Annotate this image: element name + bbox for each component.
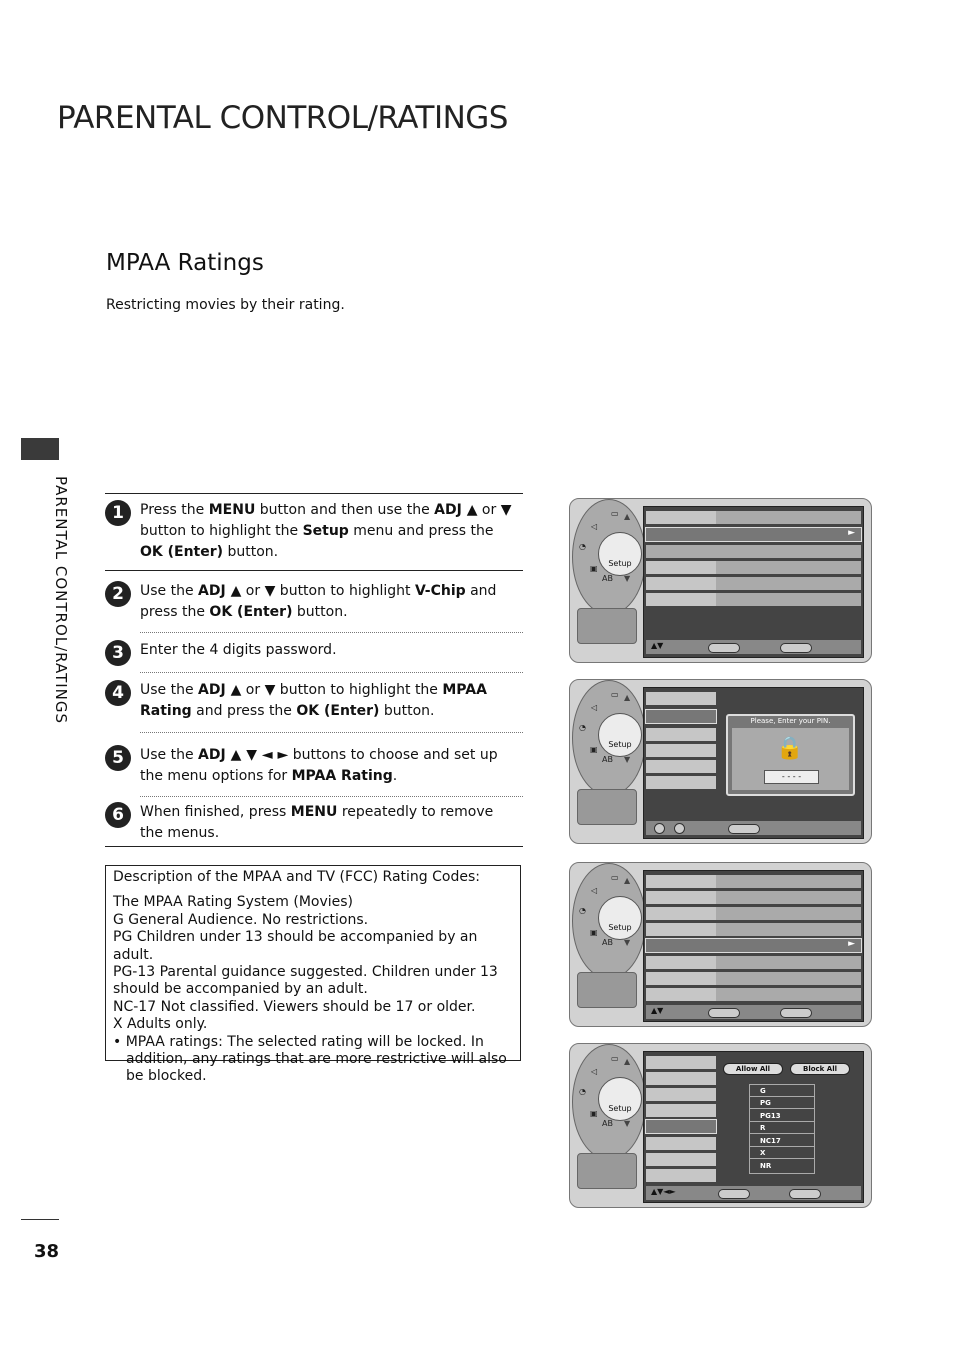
- step-text: When finished, press MENU repeatedly to remove the menus.: [140, 804, 494, 841]
- steps-list: [105, 493, 523, 847]
- menu-row-selected[interactable]: [646, 939, 861, 952]
- menu-row[interactable]: [646, 577, 861, 590]
- picture-icon: ▭: [611, 509, 619, 518]
- pill-button[interactable]: [780, 1008, 812, 1018]
- step-number: 3: [105, 640, 131, 666]
- ab-label: AB: [602, 938, 613, 947]
- down-arrow-icon: ▼: [624, 1119, 631, 1128]
- nav-hint: ▲▼: [651, 641, 664, 650]
- ab-label: AB: [602, 1119, 613, 1128]
- down-arrow-icon: ▼: [624, 755, 631, 764]
- audio-icon: ◁: [591, 522, 598, 531]
- menu-row[interactable]: [646, 728, 716, 741]
- menu-row[interactable]: [646, 907, 861, 920]
- side-section-label: PARENTAL CONTROL/RATINGS: [52, 476, 70, 725]
- divider: [105, 493, 523, 494]
- rating-list: [749, 1084, 815, 1174]
- option-icon: ▣: [590, 745, 598, 754]
- nav-hint: ▲▼◄►: [651, 1187, 676, 1196]
- menu-row[interactable]: [646, 545, 861, 558]
- menu-row[interactable]: [646, 1056, 716, 1069]
- setup-icon[interactable]: Setup: [598, 896, 642, 940]
- menu-row[interactable]: [646, 1104, 716, 1117]
- menu-row[interactable]: [646, 891, 861, 904]
- time-icon: ◔: [579, 906, 586, 915]
- option-icon: ▣: [590, 1109, 598, 1118]
- menu-row[interactable]: [646, 511, 861, 524]
- osd-status-bar: [646, 640, 861, 654]
- time-icon: ◔: [579, 542, 586, 551]
- menu-row-selected[interactable]: [646, 528, 861, 541]
- step-text: Use the ADJ ▲ or ▼ button to highlight the MPAA Rating and press the OK (Enter) button.: [140, 682, 487, 719]
- codes-heading: Description of the MPAA and TV (FCC) Rating Codes:: [113, 869, 480, 885]
- rating-code-item: PG Children under 13 should be accompanied by an adult.: [113, 929, 478, 963]
- step-text: Use the ADJ ▲ ▼ ◄ ► buttons to choose and set up the menu options for MPAA Rating.: [140, 747, 498, 784]
- step-text: Use the ADJ ▲ or ▼ button to highlight V-Chip and press the OK (Enter) button.: [140, 583, 497, 620]
- osd-status-bar: [646, 1186, 861, 1200]
- menu-row[interactable]: [646, 1072, 716, 1085]
- menu-wheel: [572, 863, 646, 979]
- pill-button[interactable]: [780, 643, 812, 653]
- menu-row[interactable]: [646, 760, 716, 773]
- osd-screen: [643, 506, 864, 658]
- rating-option[interactable]: R: [750, 1122, 814, 1134]
- rating-option[interactable]: NC17: [750, 1135, 814, 1147]
- nav-hint: ▲▼: [651, 1006, 664, 1015]
- pin-dialog: [726, 714, 855, 796]
- allow-all-button[interactable]: Allow All: [723, 1063, 783, 1075]
- divider: [140, 732, 523, 733]
- down-arrow-icon: ▼: [624, 938, 631, 947]
- rating-code-item: NC-17 Not classified. Viewers should be 17 or older.: [113, 998, 476, 1015]
- menu-row[interactable]: [646, 1137, 716, 1150]
- time-icon: ◔: [579, 723, 586, 732]
- up-arrow-icon: ▲: [624, 1057, 631, 1066]
- right-arrow-icon: ►: [848, 528, 855, 538]
- pin-panel: [732, 728, 849, 790]
- osd-screen: [643, 870, 864, 1022]
- menu-row[interactable]: [646, 1088, 716, 1101]
- rating-option[interactable]: PG13: [750, 1110, 814, 1122]
- menu-row[interactable]: [646, 744, 716, 757]
- osd-screen: [643, 1051, 864, 1203]
- menu-row[interactable]: [646, 593, 861, 606]
- block-all-button[interactable]: Block All: [790, 1063, 850, 1075]
- divider: [105, 846, 523, 847]
- time-icon: ◔: [579, 1087, 586, 1096]
- up-arrow-icon: ▲: [624, 876, 631, 885]
- lock-icon: 🔒: [776, 736, 804, 761]
- step-number: 1: [105, 500, 131, 526]
- menu-row[interactable]: [646, 776, 716, 789]
- preview-box: [577, 608, 637, 644]
- page-title: PARENTAL CONTROL/RATINGS: [57, 100, 508, 136]
- menu-row[interactable]: [646, 1153, 716, 1166]
- divider: [140, 796, 523, 797]
- menu-row-selected[interactable]: [646, 710, 716, 723]
- section-title: MPAA Ratings: [106, 250, 264, 276]
- divider: [105, 570, 523, 571]
- osd-status-bar: [646, 821, 861, 835]
- menu-row[interactable]: [646, 692, 716, 705]
- step-number: 2: [105, 581, 131, 607]
- step-number: 4: [105, 680, 131, 706]
- picture-icon: ▭: [611, 873, 619, 882]
- divider: [140, 672, 523, 673]
- pin-input[interactable]: - - - -: [764, 770, 819, 784]
- rating-option[interactable]: NR: [760, 1162, 772, 1170]
- osd-status-bar: [646, 1005, 861, 1019]
- pill-button[interactable]: [718, 1189, 750, 1199]
- option-icon: ▣: [590, 928, 598, 937]
- audio-icon: ◁: [591, 1067, 598, 1076]
- audio-icon: ◁: [591, 886, 598, 895]
- pill-button[interactable]: [708, 1008, 740, 1018]
- picture-icon: ▭: [611, 690, 619, 699]
- audio-icon: ◁: [591, 703, 598, 712]
- step-text: Enter the 4 digits password.: [140, 642, 337, 658]
- pill-button[interactable]: [728, 824, 760, 834]
- setup-icon[interactable]: Setup: [598, 713, 642, 757]
- menu-row[interactable]: [646, 875, 861, 888]
- osd-screen: [643, 687, 864, 839]
- osd-setup-menu: [569, 498, 871, 663]
- menu-row[interactable]: [646, 923, 861, 936]
- rating-code-item: G General Audience. No restrictions.: [113, 911, 369, 928]
- preview-box: [577, 972, 637, 1008]
- rating-option[interactable]: PG: [750, 1097, 814, 1109]
- menu-row[interactable]: [646, 988, 861, 1001]
- osd-mpaa-menu: [569, 1043, 871, 1208]
- rating-codes-box: [105, 865, 521, 1085]
- osd-pin-entry: [569, 679, 871, 844]
- side-tab-marker: [21, 438, 59, 460]
- pill-button[interactable]: [789, 1189, 821, 1199]
- ab-label: AB: [602, 755, 613, 764]
- menu-row[interactable]: [646, 1169, 716, 1182]
- step-number: 6: [105, 802, 131, 828]
- setup-icon[interactable]: Setup: [598, 1077, 642, 1121]
- menu-row-selected[interactable]: [646, 1120, 716, 1133]
- setup-icon[interactable]: Setup: [598, 532, 642, 576]
- pill-button[interactable]: [708, 643, 740, 653]
- page-number: 38: [34, 1241, 60, 1262]
- codes-note: • MPAA ratings: The selected rating will be locked. In addition, any ratings that are more restrictive will also be blocked.: [113, 1033, 507, 1085]
- step-number: 5: [105, 745, 131, 771]
- preview-box: [577, 789, 637, 825]
- rating-code-item: X Adults only.: [113, 1016, 208, 1033]
- menu-row[interactable]: [646, 561, 861, 574]
- pin-prompt: Please, Enter your PIN.: [750, 717, 831, 725]
- down-arrow-icon: ▼: [624, 574, 631, 583]
- menu-wheel: [572, 680, 646, 796]
- right-arrow-icon: ►: [848, 939, 855, 949]
- footer-rule: [21, 1219, 59, 1220]
- intro-text: Restricting movies by their rating.: [106, 297, 345, 313]
- up-arrow-icon: ▲: [624, 693, 631, 702]
- rating-option[interactable]: X: [750, 1147, 814, 1159]
- menu-wheel: [572, 499, 646, 615]
- up-arrow-icon: ▲: [624, 512, 631, 521]
- preview-box: [577, 1153, 637, 1189]
- codes-subheading: The MPAA Rating System (Movies): [113, 894, 354, 911]
- menu-row[interactable]: [646, 972, 861, 985]
- circle-button[interactable]: [654, 823, 665, 834]
- rating-code-item: PG-13 Parental guidance suggested. Children under 13 should be accompanied by an adult.: [113, 964, 498, 998]
- ab-label: AB: [602, 574, 613, 583]
- circle-button[interactable]: [674, 823, 685, 834]
- menu-wheel: [572, 1044, 646, 1160]
- rating-option[interactable]: G: [750, 1085, 814, 1097]
- divider: [140, 632, 523, 633]
- option-icon: ▣: [590, 564, 598, 573]
- step-text: Press the MENU button and then use the ADJ ▲ or ▼ button to highlight the Setup menu and press the OK (Enter) button.: [140, 502, 512, 560]
- menu-row[interactable]: [646, 956, 861, 969]
- osd-vchip-menu: [569, 862, 871, 1027]
- picture-icon: ▭: [611, 1054, 619, 1063]
